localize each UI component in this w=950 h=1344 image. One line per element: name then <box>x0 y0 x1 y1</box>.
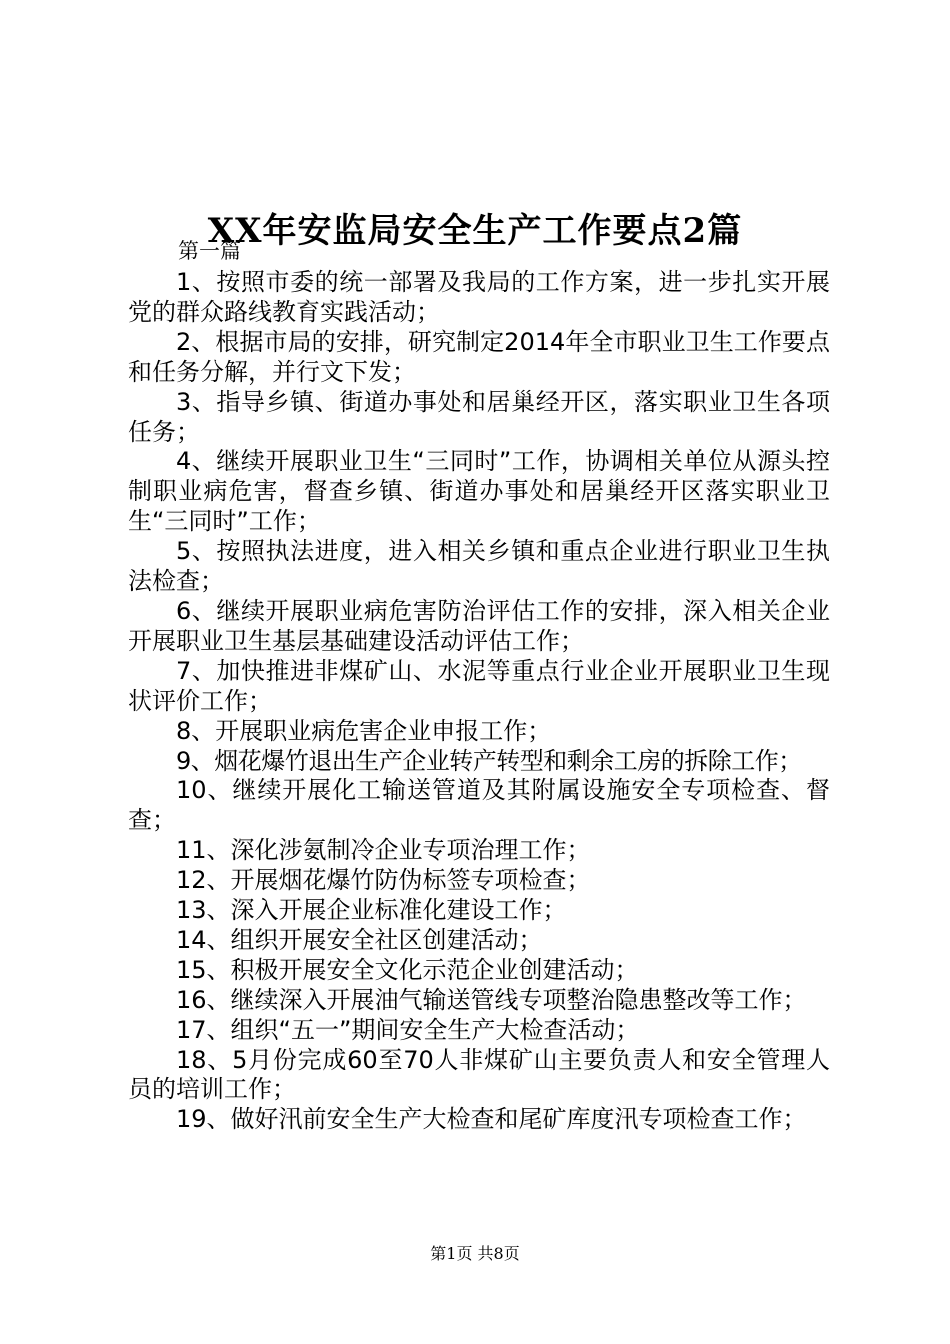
list-item: 2、根据市局的安排，研究制定2014年全市职业卫生工作要点和任务分解，并行文下发； <box>128 327 830 386</box>
list-item: 1、按照市委的统一部署及我局的工作方案，进一步扎实开展党的群众路线教育实践活动； <box>128 268 830 326</box>
list-item: 17、组织“五一”期间安全生产大检查活动； <box>176 1015 640 1044</box>
list-item: 15、积极开展安全文化示范企业创建活动； <box>176 955 639 984</box>
list-item: 5、按照执法进度，进入相关乡镇和重点企业进行职业卫生执法检查； <box>128 537 830 596</box>
list-item: 7、加快推进非煤矿山、水泥等重点行业企业开展职业卫生现状评价工作； <box>128 656 830 715</box>
list-item: 9、烟花爆竹退出生产企业转产转型和剩余工房的拆除工作； <box>176 746 802 775</box>
list-item: 12、开展烟花爆竹防伪标签专项检查； <box>176 866 591 895</box>
list-item: 4、继续开展职业卫生“三同时”工作，协调相关单位从源头控制职业病危害，督查乡镇、街道办事处和居巢经开区落实职业卫生“三同时”工作； <box>128 447 830 536</box>
list-item: 3、指导乡镇、街道办事处和居巢经开区，落实职业卫生各项任务； <box>128 387 830 446</box>
list-item: 14、组织开展安全社区创建活动； <box>176 925 543 954</box>
list-item: 6、继续开展职业病危害防治评估工作的安排，深入相关企业开展职业卫生基层基础建设活动评估工作； <box>128 596 830 655</box>
list-item: 18、5月份完成60至70人非煤矿山主要负责人和安全管理人员的培训工作； <box>128 1045 830 1104</box>
list-item: 11、深化涉氨制冷企业专项治理工作； <box>176 836 591 865</box>
list-item: 19、做好汛前安全生产大检查和尾矿库度汛专项检查工作； <box>176 1105 807 1134</box>
document-title: XX年安监局安全生产工作要点2篇 <box>207 210 743 251</box>
list-item: 16、继续深入开展油气输送管线专项整治隐患整改等工作； <box>176 985 807 1014</box>
list-item: 13、深入开展企业标准化建设工作； <box>176 896 567 925</box>
page-footer: 第1页 共8页 <box>430 1244 520 1263</box>
document-body <box>128 268 830 1135</box>
section-heading: 第一篇 <box>178 239 241 263</box>
list-item: 8、开展职业病危害企业申报工作； <box>176 716 552 745</box>
list-item: 10、继续开展化工输送管道及其附属设施安全专项检查、督查； <box>128 776 830 835</box>
